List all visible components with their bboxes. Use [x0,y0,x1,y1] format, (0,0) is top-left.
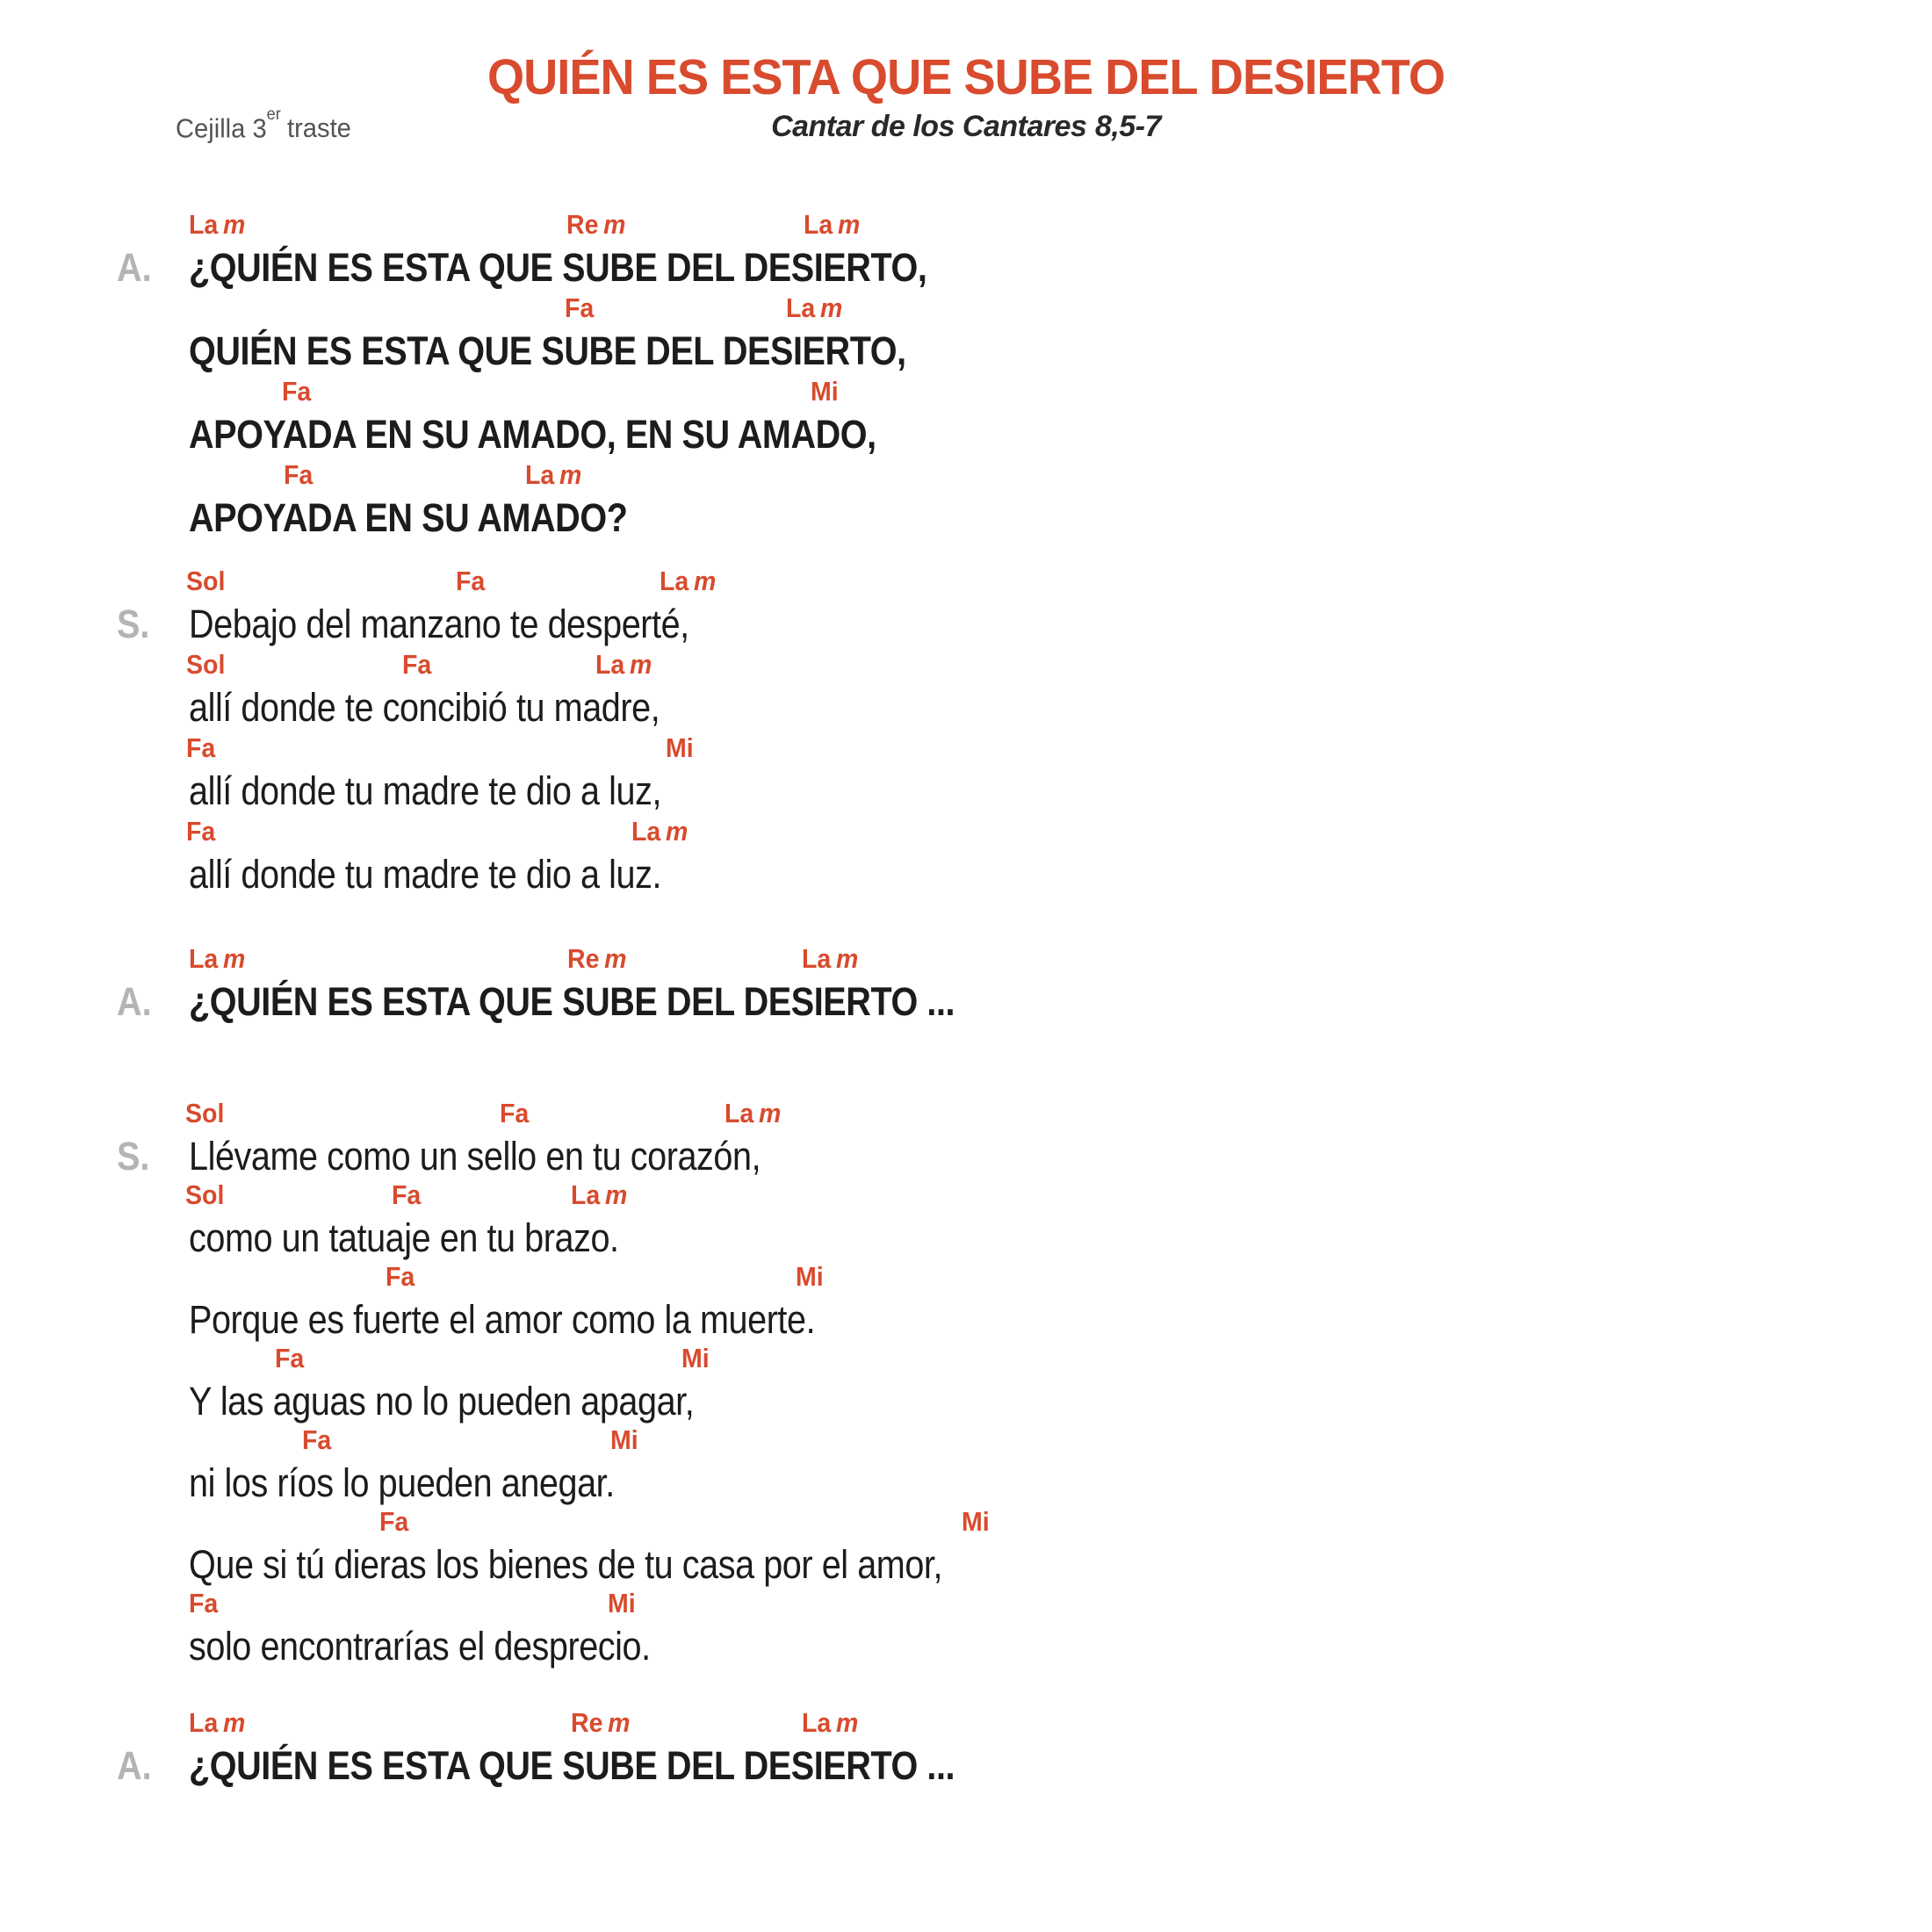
chord-la-m: La m [724,1098,782,1128]
chord-mi: Mi [608,1588,636,1618]
chord-la-m: La m [595,649,652,680]
lyric-line: ni los ríos lo pueden anegar. [189,1460,615,1505]
chord-mi: Mi [811,376,839,407]
section-label: S. [117,1134,150,1179]
lyric-line: ¿QUIÉN ES ESTA QUE SUBE DEL DESIERTO, [189,245,927,290]
lyric-line: Llévame como un sello en tu corazón, [189,1134,761,1179]
capo-text-tail: traste [287,112,351,144]
song-line [0,818,1932,901]
chord-fa: Fa [282,376,312,407]
song-line [0,1263,1932,1346]
lyric-line: como un tatuaje en tu brazo. [189,1215,619,1260]
song-line [0,1344,1932,1428]
chord-fa: Fa [186,732,216,763]
lyric-line: APOYADA EN SU AMADO? [189,495,628,540]
chord-fa: Fa [392,1179,422,1210]
lyric-line: Porque es fuerte el amor como la muerte. [189,1297,816,1342]
section-label: S. [117,602,150,646]
song-line [0,945,1932,1028]
chord-fa: Fa [284,459,314,490]
chord-re-m: Re m [567,943,627,974]
reference-verses: 8,5-7 [1094,110,1161,143]
lyric-line: allí donde te concibió tu madre, [189,685,660,730]
chord-la-m: La m [571,1179,628,1210]
song-line [0,211,1932,294]
chord-fa: Fa [500,1098,530,1128]
chord-mi: Mi [666,732,694,763]
song-line [0,1508,1932,1591]
lyric-line: ¿QUIÉN ES ESTA QUE SUBE DEL DESIERTO ... [189,1743,955,1788]
song-line [0,1099,1932,1183]
lyric-line: Debajo del manzano te desperté, [189,602,689,646]
chord-la-m: La m [525,459,582,490]
song-line [0,651,1932,734]
chord-fa: Fa [186,816,216,847]
chord-fa: Fa [302,1424,332,1455]
chord-fa: Fa [565,292,595,323]
song-line [0,1181,1932,1265]
chord-mi: Mi [796,1261,824,1292]
lyric-line: ¿QUIÉN ES ESTA QUE SUBE DEL DESIERTO ... [189,979,955,1024]
chord-sol: Sol [185,1179,225,1210]
lyric-line: APOYADA EN SU AMADO, EN SU AMADO, [189,412,876,457]
chord-sol: Sol [186,649,226,680]
song-line [0,734,1932,818]
chord-fa: Fa [402,649,432,680]
chord-la-m: La m [631,816,688,847]
section-label: A. [117,979,152,1024]
chord-fa: Fa [386,1261,415,1292]
song-line [0,1709,1932,1792]
chord-mi: Mi [610,1424,638,1455]
chord-la-m: La m [786,292,843,323]
capo-superscript: er [266,105,281,125]
song-line [0,1590,1932,1673]
capo-text: Cejilla 3 [176,112,267,144]
lyric-line: solo encontrarías el desprecio. [189,1624,651,1669]
chord-fa: Fa [189,1588,219,1618]
section-label: A. [117,245,152,290]
song-line [0,567,1932,651]
song-line [0,461,1932,544]
lyric-line: QUIÉN ES ESTA QUE SUBE DEL DESIERTO, [189,328,906,373]
section-label: A. [117,1743,152,1788]
chord-la-m: La m [802,1707,859,1738]
lyric-line: Y las aguas no lo pueden apagar, [189,1379,695,1424]
chord-re-m: Re m [566,209,626,240]
chord-la-m: La m [802,943,859,974]
song-line [0,1426,1932,1510]
chord-la-m: La m [189,1707,246,1738]
chord-fa: Fa [456,566,486,596]
song-title: QUIÉN ES ESTA QUE SUBE DEL DESIERTO [487,49,1445,105]
chord-la-m: La m [660,566,717,596]
chord-la-m: La m [804,209,861,240]
lyric-line: allí donde tu madre te dio a luz. [189,852,662,897]
chord-sol: Sol [185,1098,225,1128]
chord-la-m: La m [189,943,246,974]
song-line [0,378,1932,461]
chord-mi: Mi [681,1343,710,1373]
chord-fa: Fa [379,1506,409,1537]
chord-fa: Fa [275,1343,305,1373]
reference-book: Cantar de los Cantares [771,110,1087,143]
chord-sol: Sol [186,566,226,596]
lyric-line: allí donde tu madre te dio a luz, [189,768,662,813]
chord-re-m: Re m [571,1707,631,1738]
chord-mi: Mi [962,1506,990,1537]
chord-la-m: La m [189,209,246,240]
scripture-reference [0,110,1932,144]
lyric-line: Que si tú dieras los bienes de tu casa por el amor, [189,1542,943,1587]
song-line [0,294,1932,378]
